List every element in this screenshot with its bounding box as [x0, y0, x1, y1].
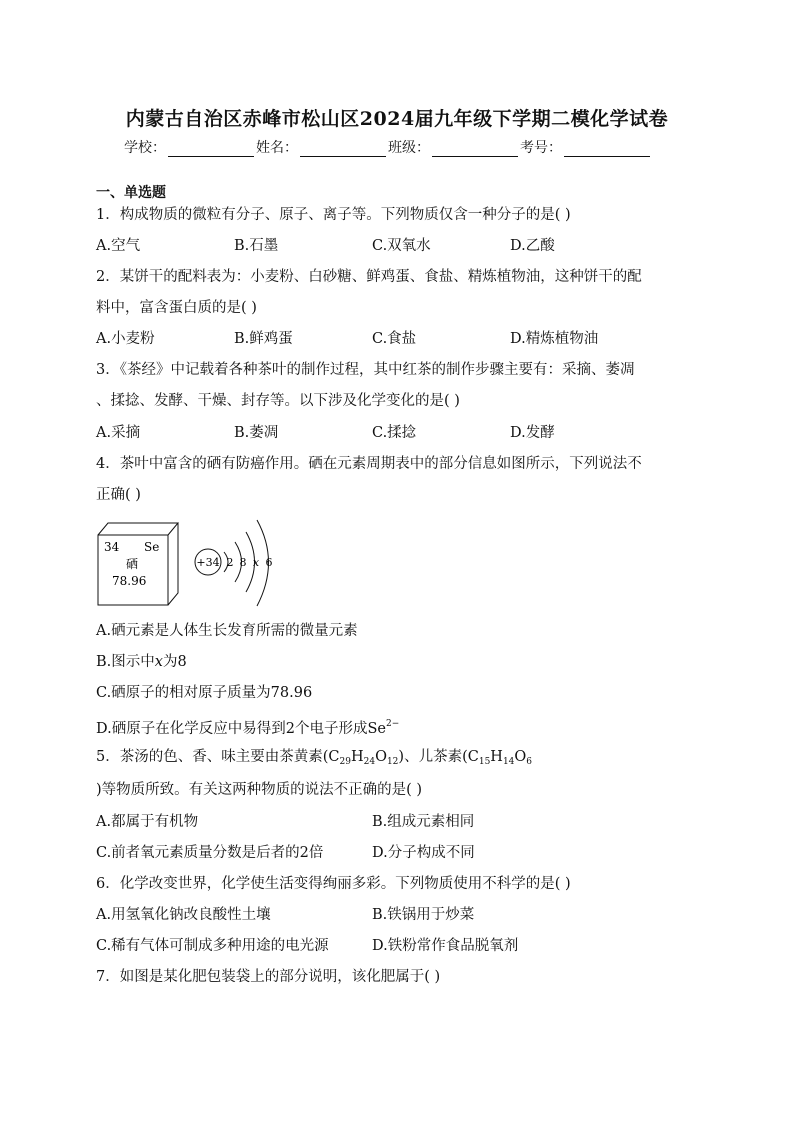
- option-b[interactable]: B.组成元素相同: [372, 814, 475, 830]
- option-d[interactable]: D.精炼植物油: [510, 331, 599, 347]
- h-count: 24: [363, 757, 376, 767]
- ion-charge: 2−: [385, 719, 400, 729]
- question-4-option-d[interactable]: [96, 715, 399, 738]
- shell-2-electrons: 8: [239, 556, 247, 569]
- number-blank[interactable]: [564, 142, 650, 157]
- h: H: [490, 749, 503, 765]
- h-count: 14: [502, 757, 515, 767]
- option-d-text: D.硒原子在化学反应中易得到2个电子形成Se: [96, 721, 386, 737]
- question-2-line-2: 料中，富含蛋白质的是( ): [96, 300, 257, 316]
- o: O: [514, 749, 527, 765]
- o: O: [375, 749, 387, 765]
- atomic-mass: 78.96: [112, 574, 147, 588]
- question-4-option-c[interactable]: C.硒原子的相对原子质量为78.96: [96, 685, 313, 701]
- option-b-suffix: 为8: [162, 654, 187, 670]
- option-a[interactable]: A.空气: [96, 238, 141, 254]
- option-d[interactable]: D.分子构成不同: [372, 845, 475, 861]
- section-title: 一、单选题: [96, 185, 166, 201]
- h: H: [350, 749, 364, 765]
- option-a[interactable]: A.用氢氧化钠改良酸性土壤: [96, 907, 271, 923]
- c-count: 15: [478, 757, 491, 767]
- question-2-line-1: 2．某饼干的配料表为：小麦粉、白砂糖、鲜鸡蛋、食盐、精炼植物油，这种饼干的配: [96, 269, 642, 285]
- page-title: 内蒙古自治区赤峰市松山区2024届九年级下学期二模化学试卷: [125, 108, 669, 130]
- class-blank[interactable]: [432, 142, 518, 157]
- c: C: [328, 749, 340, 765]
- question-4-line-2: 正确( ): [96, 487, 141, 503]
- question-5-line-1: [96, 748, 532, 771]
- question-5-line-2: )等物质所致。有关这两种物质的说法不正确的是( ): [96, 782, 423, 798]
- atomic-number: 34: [104, 540, 120, 554]
- question-5-options-row-2: [96, 844, 716, 862]
- option-b[interactable]: B.萎凋: [234, 425, 279, 441]
- question-6-options-row-1: [96, 906, 716, 924]
- option-d[interactable]: D.发酵: [510, 425, 555, 441]
- option-b-prefix: B.图示中: [96, 654, 155, 670]
- question-1-options: [96, 237, 716, 255]
- theaflavin-formula: [328, 749, 398, 765]
- option-a[interactable]: A.采摘: [96, 425, 141, 441]
- option-b[interactable]: B.铁锅用于炒菜: [372, 907, 475, 923]
- school-label: 学校：: [124, 140, 166, 156]
- element-symbol: Se: [144, 540, 160, 554]
- question-6-options-row-2: [96, 937, 716, 955]
- o-count: 6: [526, 757, 533, 767]
- question-3-line-1: 3．《茶经》中记载着各种茶叶的制作过程，其中红茶的制作步骤主要有：采摘、萎凋: [96, 362, 635, 378]
- shell-4-electrons: 6: [265, 556, 273, 569]
- question-2-options: [96, 330, 716, 348]
- question-4-option-b[interactable]: [96, 653, 187, 671]
- option-a[interactable]: A.小麦粉: [96, 331, 155, 347]
- catechin-formula: [468, 749, 532, 765]
- element-name: 硒: [126, 557, 139, 571]
- class-label: 班级：: [388, 140, 430, 156]
- option-b[interactable]: B.石墨: [234, 238, 279, 254]
- option-b[interactable]: B.鲜鸡蛋: [234, 331, 293, 347]
- number-label: 考号：: [520, 140, 562, 156]
- question-1: 1．构成物质的微粒有分子、原子、离子等。下列物质仅含一种分子的是( ): [96, 207, 571, 223]
- question-6: 6．化学改变世界，化学使生活变得绚丽多彩。下列物质使用不科学的是( ): [96, 876, 571, 892]
- option-d[interactable]: D.铁粉常作食品脱氧剂: [372, 938, 519, 954]
- q5-text-mid: )、儿茶素(: [398, 749, 468, 765]
- option-c[interactable]: C.稀有气体可制成多种用途的电光源: [96, 938, 329, 954]
- name-blank[interactable]: [300, 142, 386, 157]
- nucleus-charge: +34: [196, 556, 220, 569]
- name-label: 姓名：: [256, 140, 298, 156]
- question-3-line-2: 、揉捻、发酵、干燥、封存等。以下涉及化学变化的是( ): [96, 393, 460, 409]
- selenium-figure: [96, 515, 296, 615]
- o-count: 12: [386, 757, 399, 767]
- option-c[interactable]: C.前者氧元素质量分数是后者的2倍: [96, 845, 324, 861]
- student-info-row: [124, 137, 652, 157]
- option-c[interactable]: C.食盐: [372, 331, 417, 347]
- q5-text-start: 5．茶汤的色、香、味主要由茶黄素(: [96, 749, 329, 765]
- question-4-line-1: 4．茶叶中富含的硒有防癌作用。硒在元素周期表中的部分信息如图所示，下列说法不: [96, 456, 642, 472]
- option-c[interactable]: C.双氧水: [372, 238, 431, 254]
- c-count: 29: [339, 757, 351, 767]
- option-a[interactable]: A.都属于有机物: [96, 814, 199, 830]
- option-c[interactable]: C.揉捻: [372, 425, 417, 441]
- variable-x: x: [154, 654, 163, 670]
- question-5-options-row-1: [96, 813, 716, 831]
- question-7: 7．如图是某化肥包装袋上的部分说明，该化肥属于( ): [96, 969, 441, 985]
- c: C: [467, 749, 479, 765]
- question-4-option-a[interactable]: A.硒元素是人体生长发育所需的微量元素: [96, 623, 358, 639]
- school-blank[interactable]: [168, 142, 254, 157]
- shell-3-electrons: x: [252, 556, 260, 569]
- question-3-options: [96, 424, 716, 442]
- shell-1-electrons: 2: [226, 556, 234, 569]
- option-d[interactable]: D.乙酸: [510, 238, 555, 254]
